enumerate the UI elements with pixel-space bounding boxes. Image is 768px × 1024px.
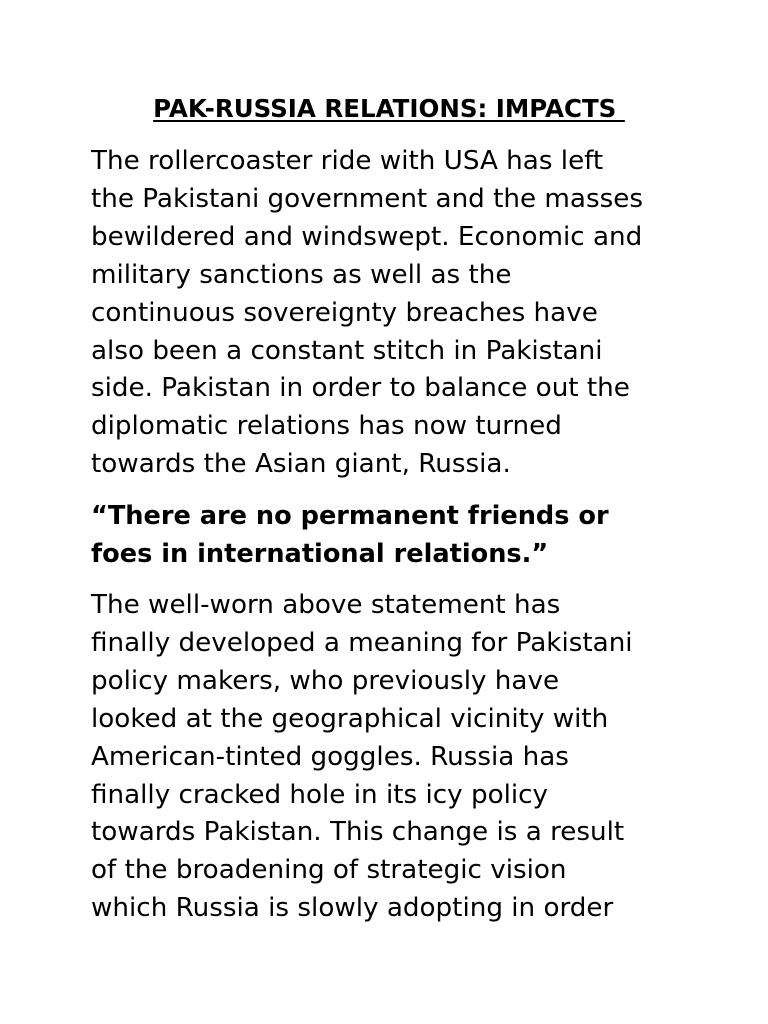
- quote-block: [91, 498, 731, 574]
- paragraph-body: [91, 587, 731, 928]
- text-line: also been a constant stitch in Pakistani: [91, 335, 603, 366]
- paragraph-intro: [91, 143, 731, 484]
- text-line: towards the Asian giant, Russia.: [91, 449, 511, 480]
- text-line: The rollercoaster ride with USA has left: [91, 146, 604, 176]
- text-line: policy makers, who previously have: [91, 665, 560, 696]
- text-line: finally cracked hole in its icy policy: [91, 779, 549, 810]
- text-line: bewildered and windswept. Economic and: [91, 221, 643, 252]
- text-line: The well-worn above statement has: [91, 590, 561, 620]
- text-line: finally developed a meaning for Pakistani: [91, 627, 633, 658]
- text-line: side. Pakistan in order to balance out the: [91, 373, 630, 404]
- text-line: of the broadening of strategic vision: [91, 855, 567, 886]
- quote-line: “There are no permanent friends or: [91, 501, 609, 531]
- text-line: looked at the geographical vicinity with: [91, 703, 609, 734]
- text-line: military sanctions as well as the: [91, 259, 512, 290]
- text-line: diplomatic relations has now turned: [91, 411, 562, 442]
- quote-line: foes in international relations.”: [91, 538, 549, 569]
- text-line: the Pakistani government and the masses: [91, 183, 644, 214]
- text-line: which Russia is slowly adopting in order: [91, 893, 614, 924]
- text-line: towards Pakistan. This change is a result: [91, 817, 625, 848]
- text-line: American-tinted goggles. Russia has: [91, 741, 569, 772]
- document-title: PAK-RUSSIA RELATIONS: IMPACTS: [153, 94, 625, 123]
- text-line: continuous sovereignty breaches have: [91, 297, 598, 328]
